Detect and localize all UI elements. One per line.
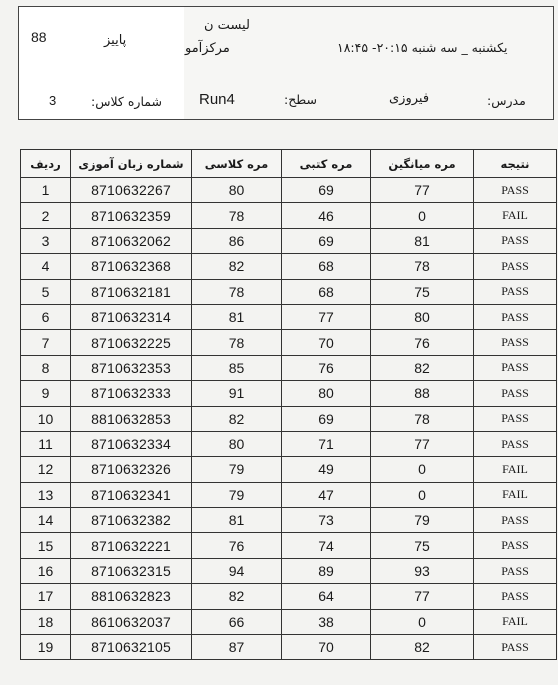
written-score-cell: 46: [282, 203, 371, 228]
written-score-cell: 68: [282, 279, 371, 304]
grades-table: [20, 149, 557, 660]
result-cell: PASS: [474, 431, 557, 456]
result-cell: PASS: [474, 533, 557, 558]
class-score-cell: 91: [192, 381, 282, 406]
teacher-label: مدرس:: [487, 93, 526, 108]
row-index-cell: 17: [21, 584, 71, 609]
average-score-cell: 88: [371, 381, 474, 406]
result-cell: PASS: [474, 355, 557, 380]
class-number-value: 3: [49, 93, 57, 108]
class-score-cell: 79: [192, 482, 282, 507]
row-index-cell: 11: [21, 431, 71, 456]
table-row: [21, 355, 557, 380]
average-score-cell: 76: [371, 330, 474, 355]
level-label: سطح:: [284, 92, 318, 107]
top-left-number: 88: [31, 29, 47, 45]
written-score-cell: 47: [282, 482, 371, 507]
title-line-1: لیست ن: [204, 18, 250, 33]
written-score-cell: 76: [282, 355, 371, 380]
result-cell: FAIL: [474, 482, 557, 507]
class-score-cell: 80: [192, 178, 282, 203]
row-index-cell: 3: [21, 228, 71, 253]
row-index-cell: 14: [21, 508, 71, 533]
student-id-cell: 8710632225: [71, 330, 192, 355]
table-row: [21, 406, 557, 431]
title-line-2: مرکزآمو: [185, 41, 230, 56]
table-row: [21, 457, 557, 482]
result-cell: FAIL: [474, 457, 557, 482]
written-score-cell: 73: [282, 508, 371, 533]
table-row: [21, 635, 557, 660]
average-score-cell: 79: [371, 508, 474, 533]
written-score-cell: 38: [282, 609, 371, 634]
row-index-cell: 12: [21, 457, 71, 482]
average-score-cell: 80: [371, 304, 474, 329]
col-header-class-score: مره کلاسی: [192, 150, 282, 178]
student-id-cell: 8710632221: [71, 533, 192, 558]
col-header-result: نتیجه: [474, 150, 557, 178]
row-index-cell: 5: [21, 279, 71, 304]
student-id-cell: 8710632267: [71, 178, 192, 203]
class-score-cell: 78: [192, 330, 282, 355]
result-cell: PASS: [474, 558, 557, 583]
written-score-cell: 68: [282, 254, 371, 279]
result-cell: PASS: [474, 330, 557, 355]
col-header-average-score: مره میانگین: [371, 150, 474, 178]
season-label: پاییز: [104, 33, 127, 48]
result-cell: PASS: [474, 279, 557, 304]
grades-table-body: [21, 178, 557, 660]
student-id-cell: 8710632062: [71, 228, 192, 253]
col-header-written-score: مره کتبی: [282, 150, 371, 178]
class-score-cell: 80: [192, 431, 282, 456]
class-score-cell: 82: [192, 406, 282, 431]
table-row: [21, 508, 557, 533]
table-row: [21, 203, 557, 228]
run-value: Run4: [199, 91, 235, 108]
row-index-cell: 7: [21, 330, 71, 355]
table-row: [21, 584, 557, 609]
student-id-cell: 8710632359: [71, 203, 192, 228]
written-score-cell: 89: [282, 558, 371, 583]
teacher-name: فیروزی: [389, 91, 430, 106]
row-index-cell: 13: [21, 482, 71, 507]
table-row: [21, 431, 557, 456]
average-score-cell: 78: [371, 254, 474, 279]
written-score-cell: 70: [282, 635, 371, 660]
average-score-cell: 75: [371, 279, 474, 304]
written-score-cell: 69: [282, 406, 371, 431]
written-score-cell: 71: [282, 431, 371, 456]
student-id-cell: 8710632315: [71, 558, 192, 583]
class-score-cell: 79: [192, 457, 282, 482]
average-score-cell: 0: [371, 609, 474, 634]
class-score-cell: 87: [192, 635, 282, 660]
average-score-cell: 82: [371, 355, 474, 380]
table-row: [21, 482, 557, 507]
result-cell: PASS: [474, 508, 557, 533]
written-score-cell: 74: [282, 533, 371, 558]
student-id-cell: 8710632334: [71, 431, 192, 456]
result-cell: PASS: [474, 178, 557, 203]
written-score-cell: 69: [282, 178, 371, 203]
table-row: [21, 558, 557, 583]
row-index-cell: 9: [21, 381, 71, 406]
header-box: [18, 6, 554, 120]
result-cell: PASS: [474, 304, 557, 329]
row-index-cell: 8: [21, 355, 71, 380]
class-score-cell: 85: [192, 355, 282, 380]
row-index-cell: 10: [21, 406, 71, 431]
result-cell: PASS: [474, 406, 557, 431]
written-score-cell: 69: [282, 228, 371, 253]
row-index-cell: 1: [21, 178, 71, 203]
average-score-cell: 77: [371, 584, 474, 609]
result-cell: FAIL: [474, 203, 557, 228]
result-cell: PASS: [474, 254, 557, 279]
class-score-cell: 78: [192, 279, 282, 304]
student-id-cell: 8710632353: [71, 355, 192, 380]
result-cell: PASS: [474, 635, 557, 660]
schedule-datetime: یکشنبه _ سه شنبه ۲۰:۱۵- ۱۸:۴۵: [337, 40, 508, 55]
average-score-cell: 82: [371, 635, 474, 660]
student-id-cell: 8810632853: [71, 406, 192, 431]
table-row: [21, 533, 557, 558]
grades-table-header: [21, 150, 557, 178]
result-cell: PASS: [474, 584, 557, 609]
table-row: [21, 330, 557, 355]
row-index-cell: 19: [21, 635, 71, 660]
class-score-cell: 66: [192, 609, 282, 634]
average-score-cell: 93: [371, 558, 474, 583]
average-score-cell: 0: [371, 482, 474, 507]
row-index-cell: 2: [21, 203, 71, 228]
class-score-cell: 82: [192, 584, 282, 609]
written-score-cell: 49: [282, 457, 371, 482]
result-cell: PASS: [474, 381, 557, 406]
written-score-cell: 80: [282, 381, 371, 406]
written-score-cell: 64: [282, 584, 371, 609]
student-id-cell: 8710632314: [71, 304, 192, 329]
student-id-cell: 8710632326: [71, 457, 192, 482]
class-score-cell: 82: [192, 254, 282, 279]
col-header-index: ردیف: [21, 150, 71, 178]
class-score-cell: 76: [192, 533, 282, 558]
row-index-cell: 15: [21, 533, 71, 558]
class-score-cell: 94: [192, 558, 282, 583]
row-index-cell: 4: [21, 254, 71, 279]
written-score-cell: 77: [282, 304, 371, 329]
average-score-cell: 81: [371, 228, 474, 253]
average-score-cell: 77: [371, 178, 474, 203]
row-index-cell: 6: [21, 304, 71, 329]
student-id-cell: 8610632037: [71, 609, 192, 634]
average-score-cell: 78: [371, 406, 474, 431]
average-score-cell: 0: [371, 203, 474, 228]
student-id-cell: 8710632382: [71, 508, 192, 533]
class-score-cell: 81: [192, 304, 282, 329]
class-score-cell: 81: [192, 508, 282, 533]
student-id-cell: 8710632105: [71, 635, 192, 660]
table-row: [21, 228, 557, 253]
student-id-cell: 8710632341: [71, 482, 192, 507]
table-row: [21, 279, 557, 304]
average-score-cell: 75: [371, 533, 474, 558]
result-cell: PASS: [474, 228, 557, 253]
written-score-cell: 70: [282, 330, 371, 355]
class-number-label: شماره کلاس:: [91, 94, 162, 109]
average-score-cell: 0: [371, 457, 474, 482]
class-score-cell: 78: [192, 203, 282, 228]
average-score-cell: 77: [371, 431, 474, 456]
table-row: [21, 254, 557, 279]
student-id-cell: 8710632181: [71, 279, 192, 304]
student-id-cell: 8710632368: [71, 254, 192, 279]
table-row: [21, 381, 557, 406]
result-cell: FAIL: [474, 609, 557, 634]
row-index-cell: 16: [21, 558, 71, 583]
student-id-cell: 8810632823: [71, 584, 192, 609]
class-score-cell: 86: [192, 228, 282, 253]
col-header-student-id: شماره زبان آموزی: [71, 150, 192, 178]
row-index-cell: 18: [21, 609, 71, 634]
table-row: [21, 609, 557, 634]
student-id-cell: 8710632333: [71, 381, 192, 406]
table-row: [21, 178, 557, 203]
table-row: [21, 304, 557, 329]
